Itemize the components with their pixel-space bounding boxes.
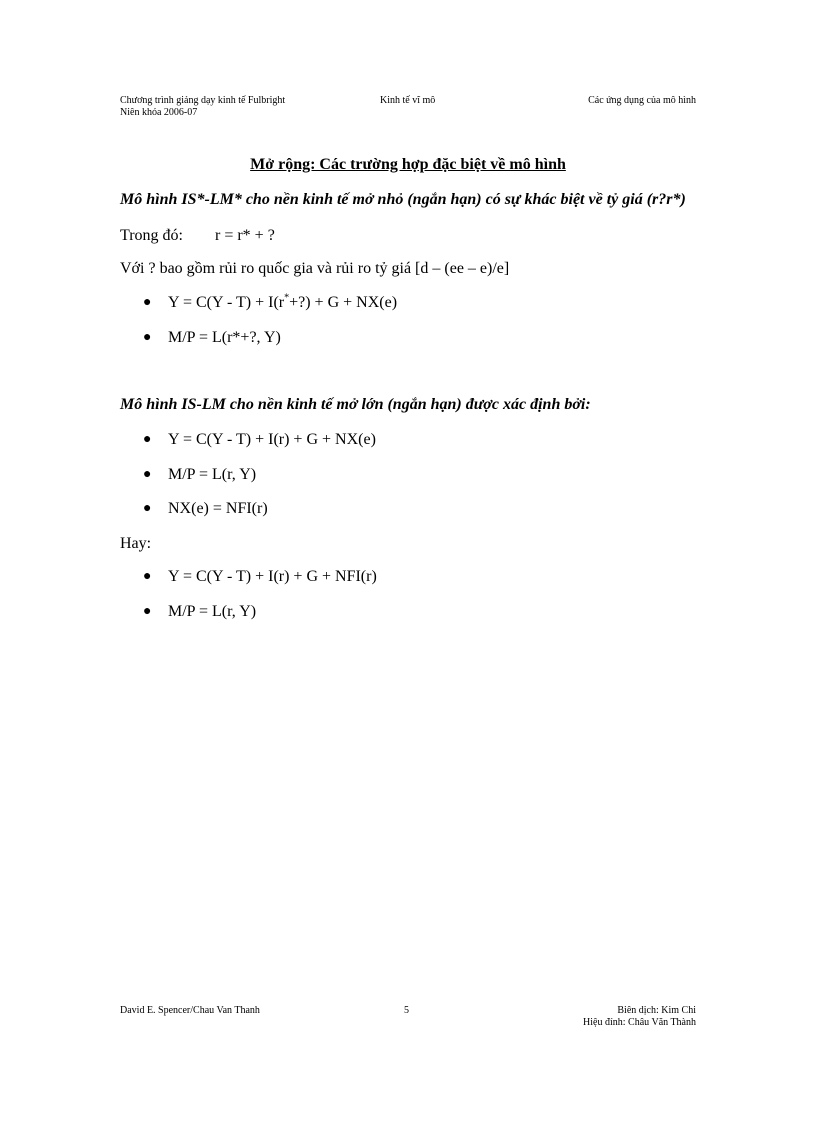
footer-credits [583,1005,696,1029]
equation-is: Y = C(Y - T) + I(r) + G + NX(e) [168,431,376,448]
bullet-icon: ● [143,329,152,345]
equation-is-star-a: Y = C(Y - T) + I(r [168,294,285,311]
section2-list-alt [0,567,377,636]
list-item [0,430,376,465]
voi-line: Với ? bao gồm rủi ro quốc gia và rủi ro tỷ giá [d – (ee – e)/e] [120,260,510,277]
trong-do-line [120,226,275,246]
header-year: Niên khóa 2006-07 [120,107,198,118]
header-course: Kinh tế vĩ mô [380,95,436,106]
list-item [0,293,397,328]
bullet-icon: ● [143,466,152,482]
section2-heading: Mô hình IS-LM cho nền kinh tế mở lớn (ngắn hạn) được xác định bởi: [120,396,591,413]
bullet-icon: ● [143,432,152,447]
equation-lm: M/P = L(r, Y) [168,465,257,483]
bullet-icon: ● [143,603,152,619]
trong-do-label: Trong đó: [120,227,183,244]
page-title: Mở rộng: Các trường hợp đặc biệt về mô hình [250,156,566,173]
equation-nx-nfi: NX(e) = NFI(r) [168,500,268,517]
bullet-icon: ● [143,501,152,516]
footer-translator: Biên dịch: Kim Chi [617,1005,696,1016]
footer-editor: Hiệu đính: Châu Văn Thành [583,1017,696,1028]
list-item [0,602,377,637]
page-number: 5 [404,1005,409,1016]
list-item [0,328,397,363]
section1-heading: Mô hình IS*-LM* cho nền kinh tế mở nhỏ (ngắn hạn) có sự khác biệt về tỷ giá (r?r*) [120,191,686,208]
section1-list [0,293,397,362]
equation-superscript: * [284,292,290,304]
section2-list [0,430,376,534]
bullet-icon: ● [143,295,152,310]
trong-do-equation: r = r* + ? [214,227,275,244]
footer-authors: David E. Spencer/Chau Van Thanh [120,1005,260,1016]
bullet-icon: ● [143,569,152,584]
list-item [0,567,377,602]
header-chapter: Các ứng dụng của mô hình [588,95,696,106]
equation-lm-star: M/P = L(r*+?, Y) [168,328,281,346]
equation-is-star-b: +?) + G + NX(e) [289,294,398,311]
list-item [0,499,376,534]
equation-is-nfi: Y = C(Y - T) + I(r) + G + NFI(r) [168,568,377,585]
header-program: Chương trình giảng dạy kinh tế Fulbright [120,95,286,106]
list-item [0,465,376,500]
hay-label: Hay: [120,535,152,552]
equation-lm-alt: M/P = L(r, Y) [168,602,257,620]
header-left [120,95,285,119]
